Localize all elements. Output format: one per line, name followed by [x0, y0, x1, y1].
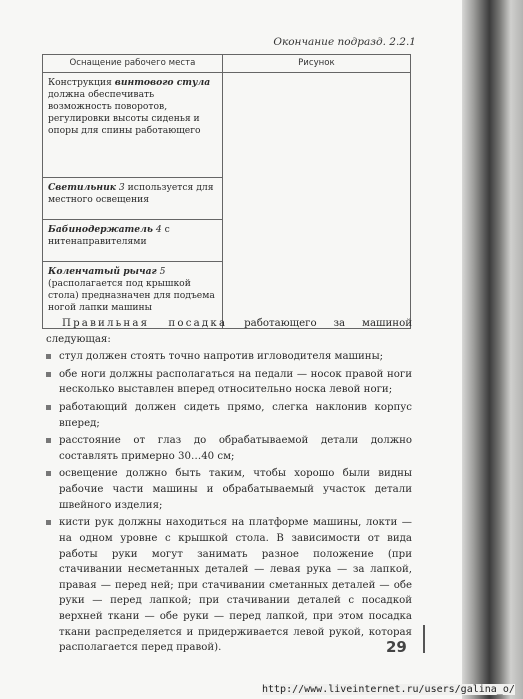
table-row: [43, 73, 411, 178]
table-cell-chair: [43, 73, 223, 178]
continuation-header: Окончание подразд. 2.2.1: [273, 36, 416, 48]
bullet-icon: [46, 438, 51, 443]
list-item-text: расстояние от глаз до обрабатываемой детали должно составлять примерно 30…40 см;: [59, 435, 412, 462]
body-text: [46, 316, 412, 658]
seating-rules-list: [46, 349, 412, 656]
table-cell-lamp: [43, 178, 223, 220]
watermark-url: http://www.liveinternet.ru/users/galina_o/: [262, 684, 515, 695]
row-number: 4: [152, 224, 162, 235]
equipment-table: [42, 54, 411, 329]
list-item: [46, 433, 412, 464]
row-term: винтового стула: [114, 77, 211, 88]
list-item: [46, 400, 412, 431]
row-term: Коленчатый рычаг: [48, 266, 157, 277]
intro-paragraph: [46, 316, 412, 347]
list-item: [46, 466, 412, 513]
page-number: 29: [386, 638, 407, 656]
row-text-after: используется для местного освещения: [48, 182, 214, 205]
bullet-icon: [46, 405, 51, 410]
book-binding-shadow: [462, 0, 523, 699]
row-text-before: Конструкция: [48, 77, 115, 88]
row-term: Светильник: [48, 182, 116, 193]
row-number: 3: [115, 182, 125, 193]
page-number-rule: [423, 625, 425, 653]
figure-cell: [222, 73, 410, 329]
intro-rest: работающего за машиной следующая:: [46, 318, 412, 345]
row-number: 5: [156, 266, 166, 277]
list-item-text: освещение должно быть таким, чтобы хорошо были видны рабочие части машины и обрабатываемый участок детали швейного изделия;: [59, 468, 412, 511]
table-header-row: [43, 55, 411, 73]
list-item-text: стул должен стоять точно напротив игловодителя машины;: [59, 351, 384, 363]
intro-spaced-term: Правильная посадка: [62, 318, 228, 329]
bullet-icon: [46, 471, 51, 476]
list-item-text: обе ноги должны располагаться на педали — носок правой ноги несколько выставлен вперед относительно носка левой ноги;: [59, 368, 412, 396]
bullet-icon: [46, 520, 51, 525]
list-item: [46, 515, 412, 655]
list-item-text: кисти рук должны находиться на платформе машины, локти — на одном уровне с крышкой стола. В зависимости от вида работы руки могут занимать разное положение (при стачивании несметанных деталей — левая рука — за лапкой, правая — перед ней; при стачивании сметанных деталей — обе руки — перед лапкой; при стачивании деталей с посадкой верхней ткани — обе руки — перед лапкой, при этом посадка ткани распределяется и придерживается левой рукой, которая располагается перед правой).: [59, 517, 412, 654]
list-item: [46, 367, 412, 398]
list-item-text: работающий должен сидеть прямо, слегка наклонив корпус вперед;: [59, 402, 412, 429]
list-item: [46, 349, 412, 365]
row-text-after: с нитенаправителями: [48, 224, 170, 247]
column-header-figure: Рисунок: [222, 55, 410, 73]
table-cell-bobbin-holder: [43, 220, 223, 262]
row-text-after: (располагается под крышкой стола) предназначен для подъема ногой лапки машины: [48, 277, 215, 313]
bullet-icon: [46, 372, 51, 377]
bullet-icon: [46, 354, 51, 359]
column-header-equipment: Оснащение рабочего места: [43, 55, 223, 73]
row-term: Бабинодержатель: [48, 224, 153, 235]
row-text-after: должна обеспечивать возможность поворотов, регулировки высоты сиденья и опоры для спины работающего: [48, 88, 201, 136]
